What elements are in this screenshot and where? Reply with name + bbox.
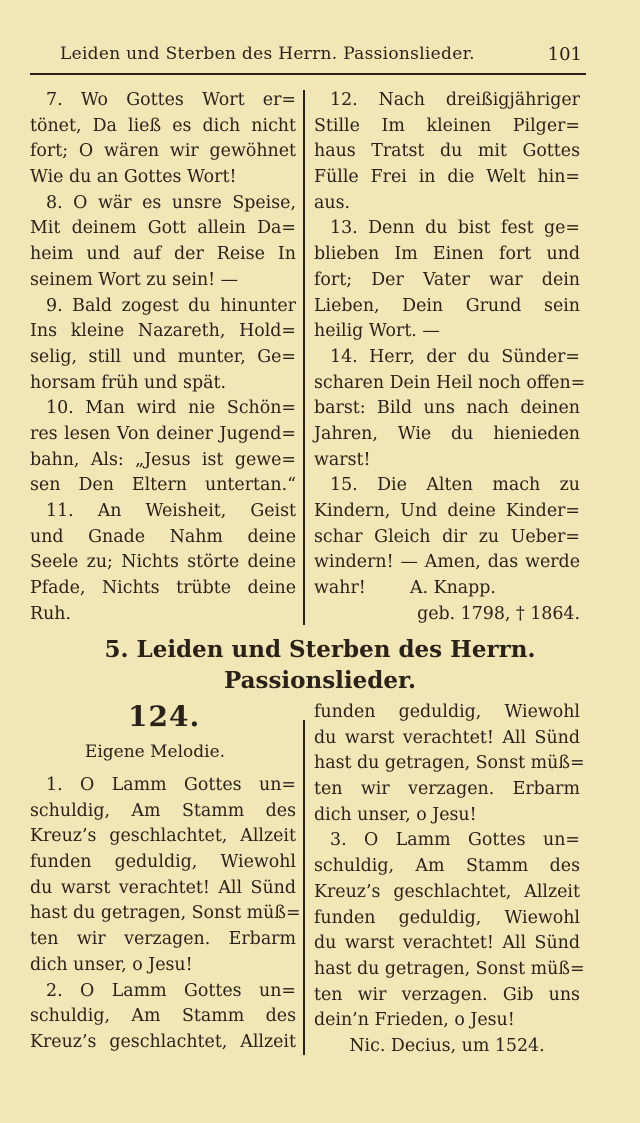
verse-line: Stille Im kleinen Pilger= [314, 115, 580, 136]
verse-line: 7. Wo Gottes Wort er= [46, 90, 296, 110]
verse-line: Mit deinem Gott allein Da= [30, 218, 296, 239]
verse-line: sen Den Eltern untertan.“ [30, 475, 296, 496]
verse-line: ten wir verzagen. Erbarm [30, 929, 296, 950]
verse-line: tönet, Da ließ es dich nicht [30, 115, 296, 136]
column-divider [303, 90, 305, 625]
verse-line: dein’n Frieden, o Jesu! [314, 1010, 515, 1031]
hymn-left-column [30, 773, 301, 1056]
verse-line: schuldig, Am Stamm des [30, 800, 296, 821]
verse-line: schuldig, Am Stamm des [314, 856, 580, 877]
verse-line: Seele zu; Nichts störte deine [30, 552, 296, 573]
verse-line: Kreuz’s geschlachtet, Allzeit [30, 826, 296, 847]
verse-line: Kreuz’s geschlachtet, Allzeit [314, 881, 580, 902]
hymn-author: Nic. Decius, um 1524. [349, 1035, 545, 1056]
verse-line: res lesen Von deiner Jugend= [30, 423, 296, 444]
column-divider [303, 720, 305, 1055]
section-heading-line1: 5. Leiden und Sterben des Herrn. [104, 636, 536, 663]
verse-line: hast du getragen, Sonst müß= [314, 753, 585, 774]
verse-line: 2. O Lamm Gottes un= [46, 980, 296, 1001]
verse-line: Kindern, Und deine Kinder= [314, 501, 580, 521]
verse-line: seinem Wort zu sein! — [30, 269, 239, 290]
verse-line: 15. Die Alten mach zu [330, 475, 580, 496]
verse-line: hast du getragen, Sonst müß= [314, 958, 585, 979]
verse-line: warst! [314, 449, 371, 470]
verse-line: funden geduldig, Wiewohl [314, 702, 580, 722]
verse-line: blieben Im Einen fort und [314, 244, 580, 265]
verse-line: barst: Bild uns nach deinen [314, 398, 580, 419]
verse-line: bahn, Als: „Jesus ist gewe= [30, 449, 296, 470]
verse-line: 9. Bald zogest du hinunter [46, 295, 296, 316]
verse-line: 12. Nach dreißigjähriger [330, 90, 580, 110]
verse-line: Kreuz’s geschlachtet, Allzeit [30, 1031, 296, 1052]
verse-line: fort; O wären wir gewöhnet [30, 141, 296, 162]
verse-line: Fülle Frei in die Welt hin= [314, 167, 580, 188]
hymn-right-column [314, 700, 585, 1060]
verse-line: dich unser, o Jesu! [30, 954, 193, 975]
verse-line: scharen Dein Heil noch offen= [314, 372, 586, 393]
verse-line: Lieben, Dein Grund sein [314, 295, 580, 316]
verse-line: du warst verachtet! All Sünd [314, 933, 580, 954]
verse-line: 13. Denn du bist fest ge= [330, 218, 580, 239]
verse-line: fort; Der Vater war dein [314, 269, 580, 290]
verse-line: Pfade, Nichts trübte deine [30, 578, 296, 599]
verse-line: dich unser, o Jesu! [314, 804, 477, 825]
verse-line: hast du getragen, Sonst müß= [30, 903, 301, 924]
verse-line: funden geduldig, Wiewohl [30, 852, 296, 873]
verse-line: Ins kleine Nazareth, Hold= [30, 321, 296, 342]
running-title: Leiden und Sterben des Herrn. Passionslieder. [60, 44, 475, 64]
hymn-number: 124. [128, 700, 201, 733]
section-heading [40, 634, 600, 696]
verse-line: ten wir verzagen. Gib uns [314, 984, 580, 1005]
verse-line: Wie du an Gottes Wort! [30, 167, 237, 188]
verse-line: Ruh. [30, 603, 72, 624]
verse-line: du warst verachtet! All Sünd [314, 727, 580, 748]
verse-line-author: wahr! A. Knapp. [314, 578, 496, 599]
top-right-column [314, 88, 586, 627]
top-left-column [30, 88, 296, 627]
author-dates: geb. 1798, † 1864. [417, 603, 580, 624]
melody-label: Eigene Melodie. [84, 742, 226, 762]
verse-line: funden geduldig, Wiewohl [314, 907, 580, 928]
verse-line: 11. An Weisheit, Geist [46, 501, 296, 521]
verse-line: 3. O Lamm Gottes un= [330, 830, 580, 851]
verse-line: horsam früh und spät. [30, 372, 226, 393]
verse-line: 1. O Lamm Gottes un= [46, 775, 296, 795]
verse-line: du warst verachtet! All Sünd [30, 877, 296, 898]
verse-line: aus. [314, 192, 351, 213]
verse-line: haus Tratst du mit Gottes [314, 141, 580, 162]
verse-line: 10. Man wird nie Schön= [46, 398, 296, 419]
page-number: 101 [547, 44, 582, 65]
section-heading-line2: Passionslieder. [223, 667, 417, 694]
running-header [60, 38, 582, 72]
verse-line: schar Gleich dir zu Ueber= [314, 526, 580, 547]
verse-line: selig, still und munter, Ge= [30, 346, 296, 367]
verse-line: Jahren, Wie du hienieden [314, 423, 580, 444]
verse-line: 8. O wär es unsre Speise, [46, 192, 296, 213]
verse-line: windern! — Amen, das werde [314, 552, 580, 573]
verse-line: heilig Wort. — [314, 321, 440, 342]
header-rule [30, 73, 586, 75]
verse-line: und Gnade Nahm deine [30, 526, 296, 547]
verse-line: heim und auf der Reise In [30, 244, 296, 265]
verse-line: ten wir verzagen. Erbarm [314, 779, 580, 800]
verse-line: 14. Herr, der du Sünder= [330, 346, 580, 367]
verse-line: schuldig, Am Stamm des [30, 1006, 296, 1027]
